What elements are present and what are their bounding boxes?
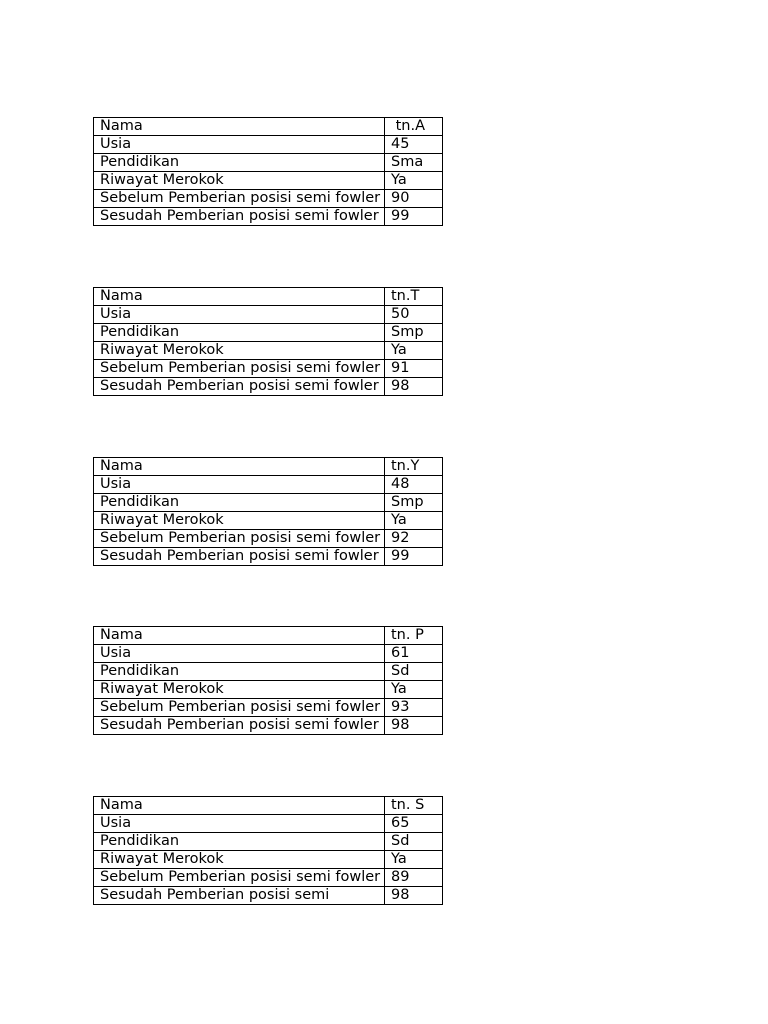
row-label: Nama — [94, 627, 385, 645]
row-label: Sebelum Pemberian posisi semi fowler — [94, 530, 385, 548]
table-row — [94, 530, 443, 548]
row-value: Ya — [385, 342, 443, 360]
row-value: tn. P — [385, 627, 443, 645]
row-label: Usia — [94, 306, 385, 324]
table-row — [94, 851, 443, 869]
table-row — [94, 154, 443, 172]
row-value: 99 — [385, 548, 443, 566]
table-row — [94, 476, 443, 494]
row-label: Nama — [94, 797, 385, 815]
row-label: Sesudah Pemberian posisi semi fowler — [94, 208, 385, 226]
table-row — [94, 645, 443, 663]
row-label: Sesudah Pemberian posisi semi fowler — [94, 548, 385, 566]
patient-table-5 — [93, 796, 443, 905]
row-label: Usia — [94, 136, 385, 154]
row-value: 48 — [385, 476, 443, 494]
table-row — [94, 797, 443, 815]
row-label: Pendidikan — [94, 833, 385, 851]
row-value: Sma — [385, 154, 443, 172]
row-label: Pendidikan — [94, 494, 385, 512]
table-row — [94, 494, 443, 512]
table-row — [94, 869, 443, 887]
row-value: tn. S — [385, 797, 443, 815]
row-label: Riwayat Merokok — [94, 342, 385, 360]
row-label: Sesudah Pemberian posisi semi — [94, 887, 385, 905]
table-row — [94, 815, 443, 833]
table-row — [94, 681, 443, 699]
table-row — [94, 548, 443, 566]
row-label: Usia — [94, 645, 385, 663]
table-row — [94, 663, 443, 681]
row-value: Smp — [385, 494, 443, 512]
row-label: Usia — [94, 476, 385, 494]
row-value: Ya — [385, 512, 443, 530]
table-row — [94, 360, 443, 378]
patient-table-4 — [93, 626, 443, 735]
row-label: Sebelum Pemberian posisi semi fowler — [94, 699, 385, 717]
row-value: 61 — [385, 645, 443, 663]
table-row — [94, 458, 443, 476]
row-value: 98 — [385, 378, 443, 396]
row-label: Usia — [94, 815, 385, 833]
row-value: Sd — [385, 833, 443, 851]
table-row — [94, 324, 443, 342]
table-row — [94, 172, 443, 190]
row-value: tn.T — [385, 288, 443, 306]
row-value: 92 — [385, 530, 443, 548]
row-value: 91 — [385, 360, 443, 378]
table-row — [94, 717, 443, 735]
row-value: Smp — [385, 324, 443, 342]
row-label: Sesudah Pemberian posisi semi fowler — [94, 717, 385, 735]
row-value: 99 — [385, 208, 443, 226]
row-value: Ya — [385, 851, 443, 869]
row-label: Riwayat Merokok — [94, 172, 385, 190]
patient-table-3 — [93, 457, 443, 566]
table-row — [94, 288, 443, 306]
row-label: Riwayat Merokok — [94, 851, 385, 869]
table-row — [94, 512, 443, 530]
row-label: Pendidikan — [94, 154, 385, 172]
table-row — [94, 833, 443, 851]
row-label: Pendidikan — [94, 663, 385, 681]
row-value: 45 — [385, 136, 443, 154]
row-value: 65 — [385, 815, 443, 833]
row-value: Sd — [385, 663, 443, 681]
row-label: Riwayat Merokok — [94, 681, 385, 699]
table-row — [94, 136, 443, 154]
row-label: Sebelum Pemberian posisi semi fowler — [94, 360, 385, 378]
row-value: 98 — [385, 887, 443, 905]
table-row — [94, 208, 443, 226]
table-row — [94, 378, 443, 396]
table-row — [94, 190, 443, 208]
row-value: tn.A — [385, 118, 443, 136]
row-value: 50 — [385, 306, 443, 324]
row-label: Pendidikan — [94, 324, 385, 342]
row-value: 93 — [385, 699, 443, 717]
row-label: Sesudah Pemberian posisi semi fowler — [94, 378, 385, 396]
table-row — [94, 342, 443, 360]
patient-table-2 — [93, 287, 443, 396]
row-label: Nama — [94, 288, 385, 306]
row-label: Nama — [94, 118, 385, 136]
row-value: Ya — [385, 681, 443, 699]
row-value: tn.Y — [385, 458, 443, 476]
row-value: 98 — [385, 717, 443, 735]
row-label: Sebelum Pemberian posisi semi fowler — [94, 190, 385, 208]
row-label: Riwayat Merokok — [94, 512, 385, 530]
table-row — [94, 306, 443, 324]
table-row — [94, 887, 443, 905]
patient-table-1 — [93, 117, 443, 226]
row-label: Nama — [94, 458, 385, 476]
table-row — [94, 699, 443, 717]
table-row — [94, 627, 443, 645]
table-row — [94, 118, 443, 136]
row-label: Sebelum Pemberian posisi semi fowler — [94, 869, 385, 887]
row-value: 89 — [385, 869, 443, 887]
row-value: Ya — [385, 172, 443, 190]
row-value: 90 — [385, 190, 443, 208]
